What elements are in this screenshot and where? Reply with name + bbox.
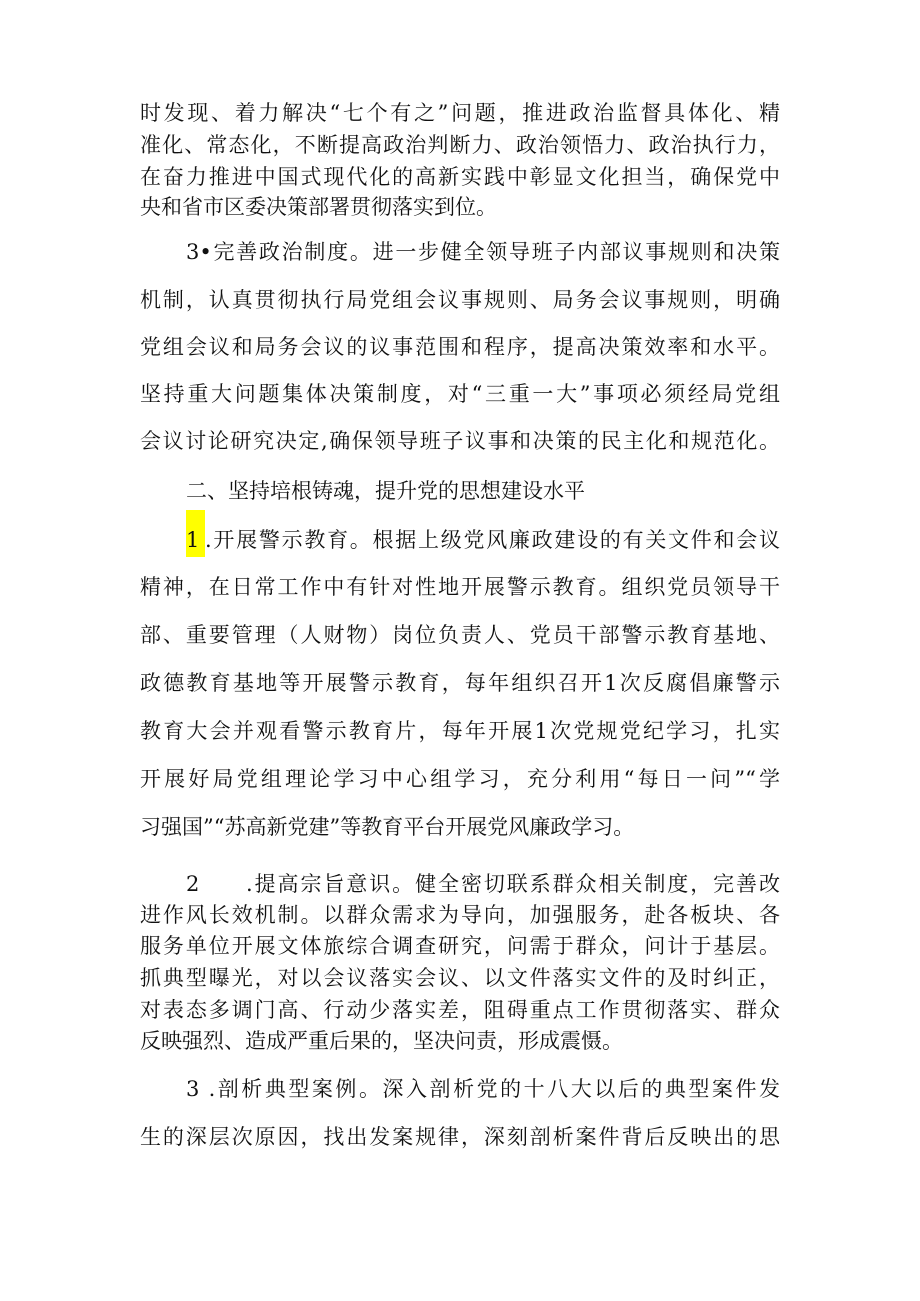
text-line: 准化、常态化，不断提高政治判断力、政治领悟力、政治执行力， [140, 133, 780, 157]
text-line: 教育大会并观看警示教育片，每年开展1次党规党纪学习，扎实 [140, 719, 780, 743]
text-line: 开展好局党组理论学习中心组学习，充分利用“每日一问”“学 [140, 767, 780, 791]
text-line: 3•完善政治制度。进一步健全领导班子内部议事规则和决策 [186, 240, 780, 264]
text-line: .提高宗旨意识。健全密切联系群众相关制度，完善改 [246, 872, 780, 896]
text-line: 进作风长效机制。以群众需求为导向，加强服务，赴各板块、各 [140, 903, 780, 927]
item-number: 1 [186, 528, 200, 552]
text-line: 反映强烈、造成严重后果的，坚决问责，形成震慑。 [140, 1029, 623, 1053]
text-line: 对表态多调门高、行动少落实差，阻碍重点工作贯彻落实、群众 [140, 998, 780, 1022]
text-line: 会议讨论研究决定,确保领导班子议事和决策的民主化和规范化。 [140, 429, 780, 453]
text-line: 央和省市区委决策部署贯彻落实到位。 [140, 195, 497, 219]
text-line: 3 .剖析典型案例。深入剖析党的十八大以后的典型案件发 [186, 1077, 780, 1101]
text-line: 坚持重大问题集体决策制度，对“三重一大”事项必须经局党组 [140, 382, 780, 406]
text-line: 习强国”“苏高新党建”等教育平台开展党风廉政学习。 [140, 815, 635, 839]
text-line: 时发现、着力解决“七个有之”问题，推进政治监督具体化、精 [140, 101, 780, 125]
text-line: .开展警示教育。根据上级党风廉政建设的有关文件和会议 [205, 528, 780, 552]
text-line: 抓典型曝光，对以会议落实会议、以文件落实文件的及时纠正， [140, 966, 780, 990]
text-line: 服务单位开展文体旅综合调查研究，问需于群众，问计于基层。 [140, 934, 780, 958]
item-number: 2 [186, 872, 200, 896]
text-line: 机制，认真贯彻执行局党组会议事规则、局务会议事规则，明确 [140, 288, 780, 312]
text-line: 部、重要管理（人财物）岗位负责人、党员干部警示教育基地、 [140, 623, 780, 647]
text-line: 生的深层次原因，找出发案规律，深刻剖析案件背后反映出的思 [140, 1125, 780, 1149]
text-line: 在奋力推进中国式现代化的高新实践中彰显文化担当，确保党中 [140, 165, 780, 189]
text-line: 精神，在日常工作中有针对性地开展警示教育。组织党员领导干 [140, 575, 780, 599]
text-line: 党组会议和局务会议的议事范围和程序，提高决策效率和水平。 [140, 335, 780, 359]
text-line: 政德教育基地等开展警示教育，每年组织召开1次反腐倡廉警示 [140, 671, 780, 695]
section-heading: 二、坚持培根铸魂，提升党的思想建设水平 [186, 479, 585, 503]
